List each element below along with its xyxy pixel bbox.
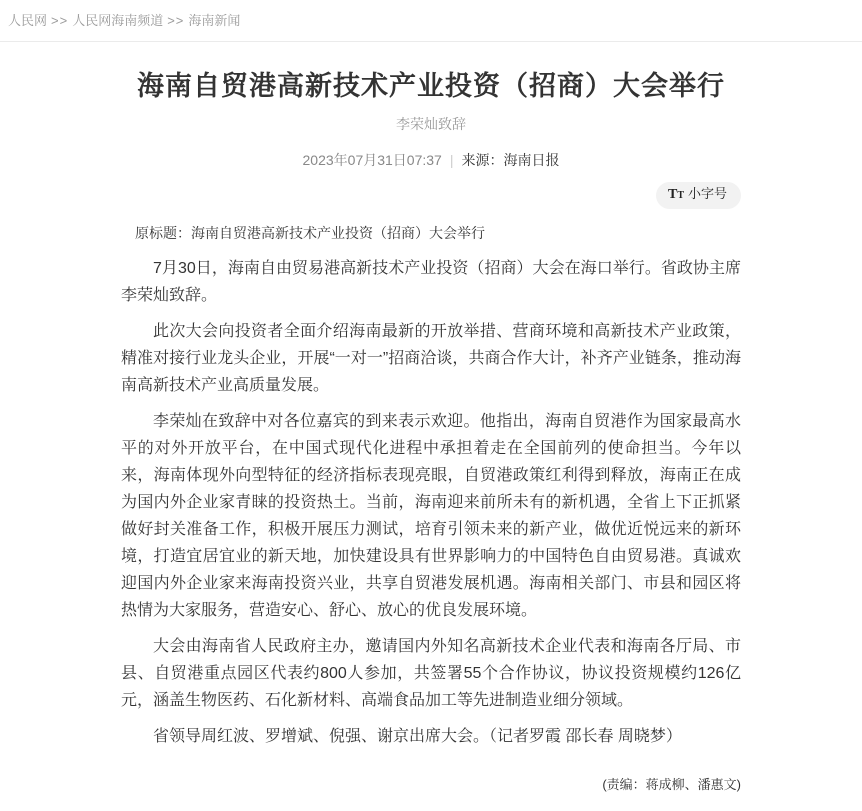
article-paragraph: 此次大会向投资者全面介绍海南最新的开放举措、营商环境和高新技术产业政策，精准对接行业龙头企业，开展“一对一”招商洽谈，共商合作大计，补齐产业链条，推动海南高新技术产业高质量发展。 [121, 323, 741, 394]
breadcrumb-link-hainan-news[interactable]: 海南新闻 [188, 13, 241, 28]
meta-separator: | [449, 152, 454, 168]
font-size-button[interactable] [656, 182, 741, 209]
article-paragraph: 李荣灿在致辞中对各位嘉宾的到来表示欢迎。他指出，海南自贸港作为国家最高水平的对外开放平台，在中国式现代化进程中承担着走在全国前列的使命担当。今年以来，海南体现外向型特征的经济指标表现亮眼，自贸港政策红利得到释放，海南正在成为国内外企业家青睐的投资热土。当前，海南迎来前所未有的新机遇，全省上下正抓紧做好封关准备工作，积极开展压力测试，培育引领未来的新产业，做优近悦远来的新环境，打造宜居宜业的新天地，加快建设具有世界影响力的中国特色自由贸易港。真诚欢迎国内外企业家来海南投资兴业，共享自贸港发展机遇。海南相关部门、市县和园区将热情为大家服务，营造安心、舒心、放心的优良发展环境。 [121, 413, 741, 619]
breadcrumb-separator: >> [167, 13, 185, 28]
article [121, 68, 741, 793]
article-meta [121, 150, 741, 170]
font-size-button-label: 小字号 [687, 186, 727, 201]
breadcrumb-separator: >> [51, 13, 69, 28]
publish-date: 2023年07月31日07:37 [302, 152, 442, 168]
article-title: 海南自贸港高新技术产业投资（招商）大会举行 [137, 71, 725, 101]
article-paragraph: 大会由海南省人民政府主办，邀请国内外知名高新技术企业代表和海南各厅局、市县、自贸港重点园区代表约800人参加，共签署55个合作协议，协议投资规模约126亿元，涵盖生物医药、石化新材料、高端食品加工等先进制造业细分领域。 [121, 638, 741, 709]
font-size-icon-small: T [677, 190, 684, 201]
article-paragraph: 省领导周红波、罗增斌、倪强、谢京出席大会。（记者罗霞 邵长春 周晓梦） [153, 728, 682, 745]
editor-note: (责编：蒋成柳、潘惠文) [602, 777, 741, 792]
font-size-icon: T [667, 187, 678, 202]
source-link[interactable]: 海南日报 [503, 152, 560, 168]
breadcrumb-link-peoples-daily[interactable]: 人民网 [8, 13, 48, 28]
article-paragraph: 7月30日，海南自由贸易港高新技术产业投资（招商）大会在海口举行。省政协主席李荣灿致辞。 [121, 260, 741, 304]
original-title: 原标题：海南自贸港高新技术产业投资（招商）大会举行 [135, 225, 485, 241]
source-label: 来源： [461, 152, 504, 168]
article-subtitle: 李荣灿致辞 [396, 116, 466, 132]
breadcrumb-link-hainan-channel[interactable]: 人民网海南频道 [72, 13, 164, 28]
article-toolbar [121, 182, 741, 209]
breadcrumb [0, 0, 862, 42]
